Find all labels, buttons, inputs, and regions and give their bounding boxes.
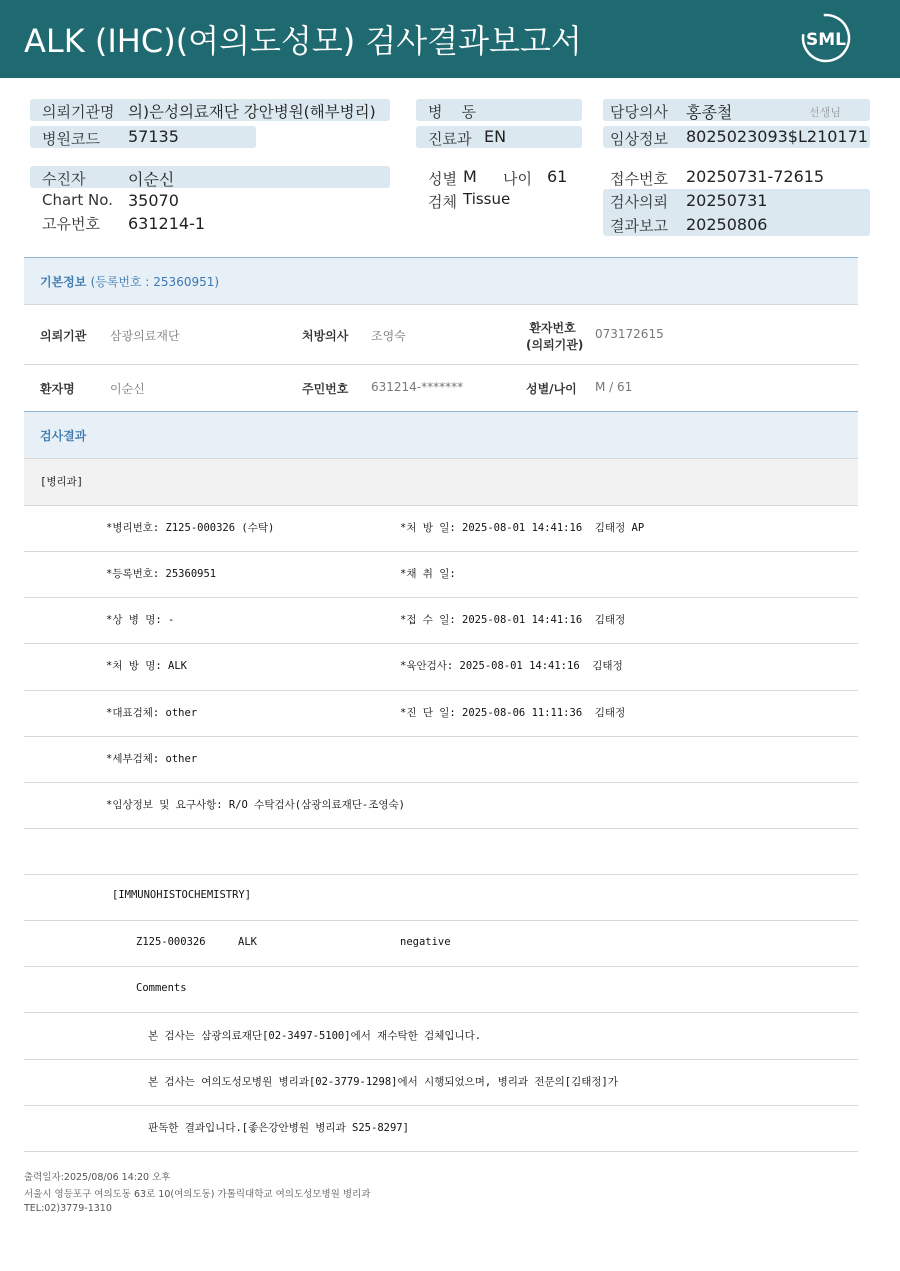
- result-line-right: *접 수 일: 2025-08-01 14:41:16 김태정: [400, 614, 626, 626]
- divider: [24, 782, 858, 783]
- result-line-left: *등록번호: 25360951: [106, 568, 217, 580]
- result-line-left: *임상정보 및 요구사항: R/O 수탁검사(삼광의료재단-조영숙): [106, 799, 406, 811]
- department-band: [24, 459, 858, 505]
- divider: [24, 551, 858, 552]
- footer-printed-date: 출력일자:2025/08/06 14:20 오후: [24, 1172, 171, 1183]
- registration-note: (등록번호 : 25360951): [90, 275, 220, 289]
- age-value: 61: [547, 167, 568, 186]
- result-line-right: *처 방 일: 2025-08-01 14:41:16 김태정 AP: [400, 522, 645, 534]
- result-line-left: *세부검체: other: [106, 753, 198, 765]
- comment-line: 본 검사는 여의도성모병원 병리과[02-3779-1298]에서 시행되었으며, 병리과 전문의[김태정]가: [148, 1076, 618, 1088]
- chart-label: Chart No.: [42, 191, 113, 209]
- department-value: EN: [484, 127, 507, 146]
- basic-info-title: 기본정보 (등록번호 : 25360951): [40, 275, 220, 289]
- receipt-label: 접수번호: [610, 170, 668, 188]
- hospital-code-value: 57135: [128, 127, 179, 146]
- hospital-code-label: 병원코드: [42, 130, 100, 148]
- comment-line: 본 검사는 삼광의료재단[02-3497-5100]에서 재수탁한 검체입니다.: [148, 1030, 482, 1042]
- age-label: 나이: [503, 170, 532, 188]
- unique-label: 고유번호: [42, 215, 100, 233]
- info-institution-value: 삼광의료재단: [110, 329, 180, 343]
- ihc-pathology-number: Z125-000326: [136, 936, 206, 948]
- result-line-left: *대표검체: other: [106, 707, 198, 719]
- divider: [24, 920, 858, 921]
- divider: [24, 304, 858, 305]
- info-patient-no-label-line2: (의뢰기관): [526, 338, 584, 352]
- ward-label: 병 동: [428, 103, 477, 121]
- divider: [24, 736, 858, 737]
- results-title: 검사결과: [40, 429, 87, 443]
- result-line-left: *병리번호: Z125-000326 (수탁): [106, 522, 275, 534]
- divider: [24, 411, 858, 412]
- ihc-result: negative: [400, 936, 451, 948]
- divider: [24, 828, 858, 829]
- report-title: ALK (IHC)(여의도성모) 검사결과보고서: [24, 22, 582, 60]
- department-label: 진료과: [428, 130, 472, 148]
- result-line-left: *상 병 명: -: [106, 614, 175, 626]
- comment-line: 판독한 결과입니다.[좋은강안병원 병리과 S25-8297]: [148, 1122, 409, 1134]
- doctor-suffix: 선생님: [809, 106, 841, 119]
- ihc-header: [IMMUNOHISTOCHEMISTRY]: [112, 889, 252, 901]
- institution-label: 의뢰기관명: [42, 103, 115, 121]
- header-banner: [0, 0, 900, 78]
- divider: [24, 597, 858, 598]
- divider: [24, 1012, 858, 1013]
- logo-text: SML: [806, 30, 846, 50]
- divider: [24, 364, 858, 365]
- clinical-value: 8025023093$L210171: [686, 127, 868, 146]
- patient-value: 이순신: [128, 170, 175, 189]
- unique-value: 631214-1: [128, 214, 206, 233]
- divider: [24, 966, 858, 967]
- institution-value: 의)은성의료재단 강안병원(해부병리): [128, 103, 376, 121]
- info-sex-age-value: M / 61: [595, 380, 633, 394]
- footer-address: 서울시 영등포구 여의도동 63로 10(여의도동) 가톨릭대학교 여의도성모병원 병리과: [24, 1189, 371, 1200]
- info-patient-no-label: [526, 319, 584, 353]
- divider: [24, 257, 858, 258]
- specimen-value: Tissue: [463, 190, 511, 208]
- ihc-test-name: ALK: [238, 936, 257, 948]
- doctor-value: 홍종철: [686, 103, 733, 122]
- result-line-left: *처 방 명: ALK: [106, 660, 188, 672]
- divider: [24, 505, 858, 506]
- footer-tel: TEL:02)3779-1310: [24, 1203, 112, 1214]
- info-sex-age-label: 성별/나이: [526, 382, 577, 396]
- comments-label: Comments: [136, 982, 187, 994]
- patient-label: 수진자: [42, 170, 86, 188]
- result-line-right: *진 단 일: 2025-08-06 11:11:36 김태정: [400, 707, 626, 719]
- divider: [24, 1105, 858, 1106]
- info-prescriber-value: 조영숙: [371, 329, 406, 343]
- info-patient-name-label: 환자명: [40, 382, 75, 396]
- info-patient-name-value: 이순신: [110, 382, 145, 396]
- info-prescriber-label: 처방의사: [302, 329, 349, 343]
- receipt-value: 20250731-72615: [686, 167, 825, 186]
- divider: [24, 690, 858, 691]
- sml-logo-icon: [800, 12, 852, 64]
- doctor-label: 담당의사: [610, 103, 668, 121]
- info-patient-no-value: 073172615: [595, 327, 664, 341]
- divider: [24, 1059, 858, 1060]
- info-patient-no-label-line1: 환자번호: [529, 321, 576, 335]
- sex-label: 성별: [428, 170, 457, 188]
- report-value: 20250806: [686, 215, 768, 234]
- divider: [24, 874, 858, 875]
- info-institution-label: 의뢰기관: [40, 329, 87, 343]
- divider: [24, 1151, 858, 1152]
- report-label: 결과보고: [610, 217, 668, 235]
- request-value: 20250731: [686, 191, 768, 210]
- info-id-number-value: 631214-*******: [371, 380, 464, 394]
- results-header: [24, 411, 858, 458]
- result-line-right: *육안검사: 2025-08-01 14:41:16 김태정: [400, 660, 623, 672]
- specimen-label: 검체: [428, 193, 457, 211]
- result-line-right: *채 취 일:: [400, 568, 456, 580]
- info-id-number-label: 주민번호: [302, 382, 349, 396]
- divider: [24, 643, 858, 644]
- request-label: 검사의뢰: [610, 193, 668, 211]
- department-tag: [병리과]: [40, 476, 84, 488]
- chart-value: 35070: [128, 191, 179, 210]
- sex-value: M: [463, 167, 477, 186]
- clinical-label: 임상정보: [610, 130, 668, 148]
